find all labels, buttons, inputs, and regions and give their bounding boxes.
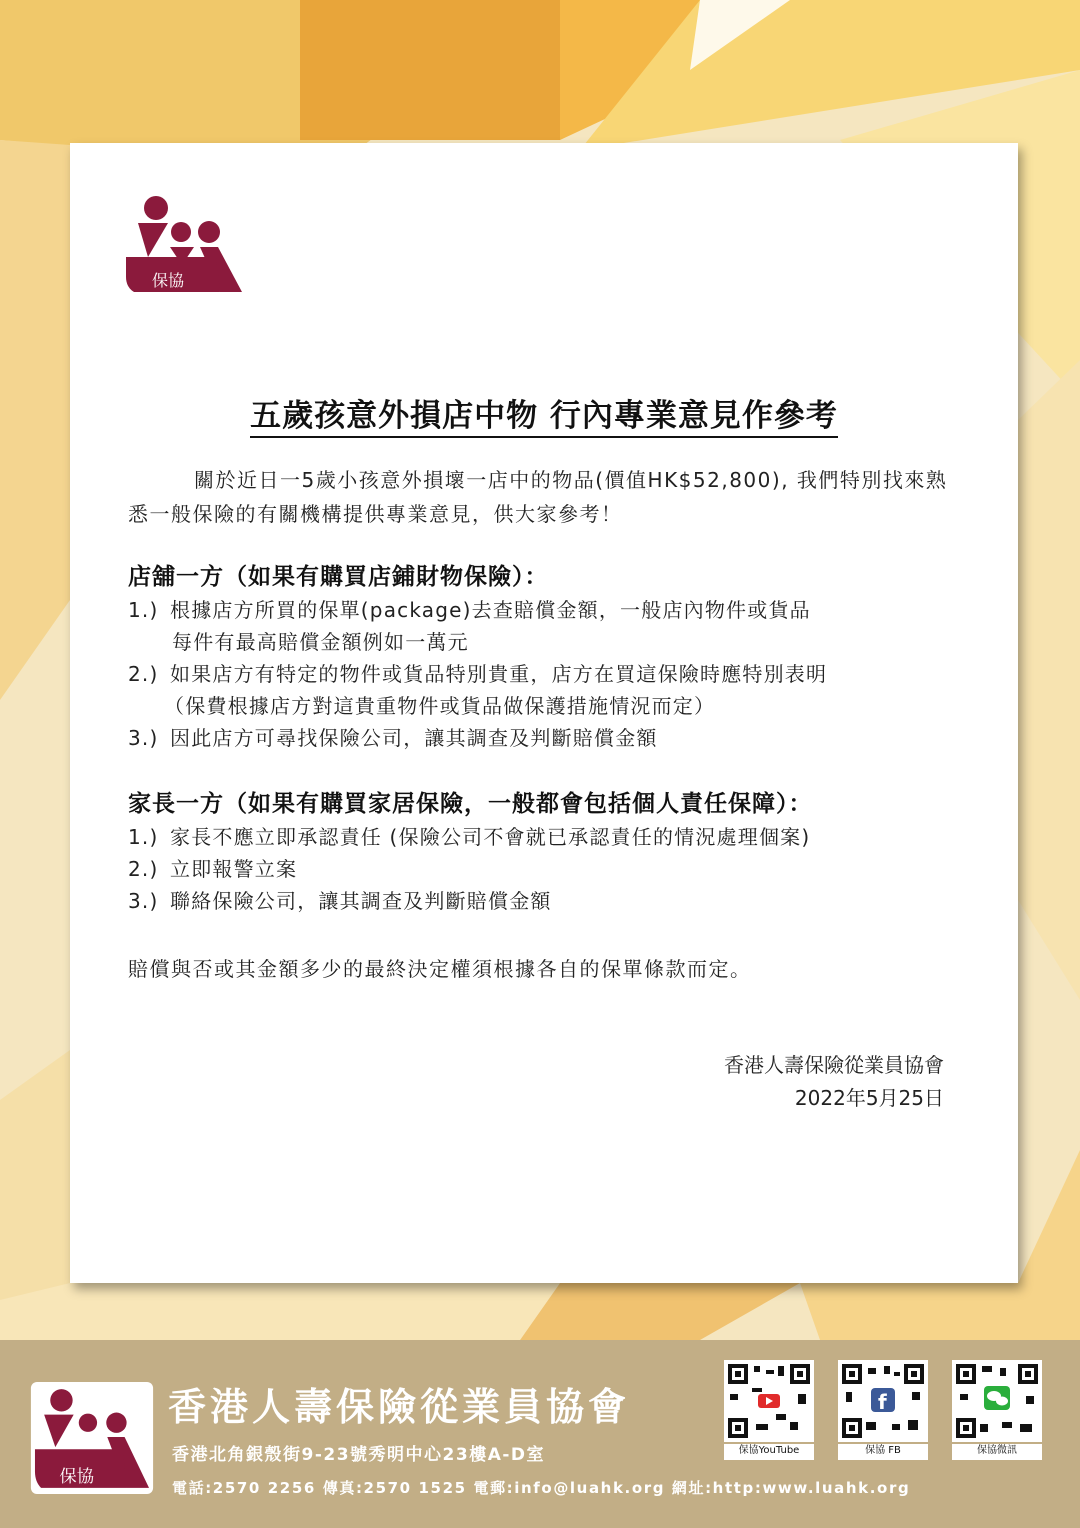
section-heading: 店舖一方（如果有購買店鋪財物保險）： [128,564,549,590]
footer-logo-label: 保協 [59,1466,95,1487]
qr-facebook[interactable] [838,1360,928,1460]
facebook-qr-icon [842,1364,924,1438]
association-logo-footer [30,1382,154,1494]
qr-label: 保協YouTube [724,1444,814,1460]
association-logo [124,195,244,295]
closing-statement: 賠償與否或其金額多少的最終決定權須根據各自的保單條款而定。 [128,957,752,981]
section-heading: 家長一方（如果有購買家居保險，一般都會包括個人責任保障）： [128,791,813,817]
list-item: 2.) 如果店方有特定的物件或貨品特別貴重，店方在買這保險時應特別表明 （保費根據店方對這貴重物件或貨品做保護措施情況而定） [128,662,828,718]
svg-text:f: f [878,1390,887,1414]
section-shop [128,560,988,754]
list-item: 3.) 因此店方可尋找保險公司，讓其調查及判斷賠償金額 [128,726,658,750]
signoff-org: 香港人壽保險從業員協會 [724,1053,944,1077]
logo-label: 保協 [152,271,185,290]
section-parent [128,787,988,917]
footer-address: 香港北角銀殼街9-23號秀明中心23樓A-D室 [172,1445,546,1465]
signoff-date: 2022年5月25日 [794,1086,944,1110]
qr-label: 保協微訊 [952,1444,1042,1460]
footer-contact: 電話:2570 2256 傳真:2570 1525 電郵:info@luahk.org 網址:http:www.luahk.org [172,1479,911,1497]
list-item: 3.) 聯絡保險公司，讓其調查及判斷賠償金額 [128,889,552,913]
notice-paper [70,143,1018,1283]
list-item: 1.) 根據店方所買的保單(package)去查賠償金額，一般店內物件或貨品 每件有最高賠償金額例如一萬元 [128,598,811,654]
footer-org-name: 香港人壽保險從業員協會 [168,1385,631,1429]
qr-label: 保協 FB [838,1444,928,1460]
notice-title: 五歲孩意外損店中物 行內專業意見作參考 [70,390,1018,435]
signoff [724,1049,944,1115]
list-item: 1.) 家長不應立即承認責任 (保險公司不會就已承認責任的情況處理個案) [128,825,811,849]
list-item: 2.) 立即報警立案 [128,857,298,881]
youtube-qr-icon [728,1364,810,1438]
footer-banner [0,1340,1080,1528]
intro-paragraph: 關於近日一5歲小孩意外損壞一店中的物品(價值HK$52,800), 我們特別找來熟悉一般保險的有關機構提供專業意見，供大家參考！ [128,468,948,526]
qr-youtube[interactable] [724,1360,814,1460]
qr-wechat[interactable] [952,1360,1042,1460]
wechat-qr-icon [956,1364,1038,1438]
